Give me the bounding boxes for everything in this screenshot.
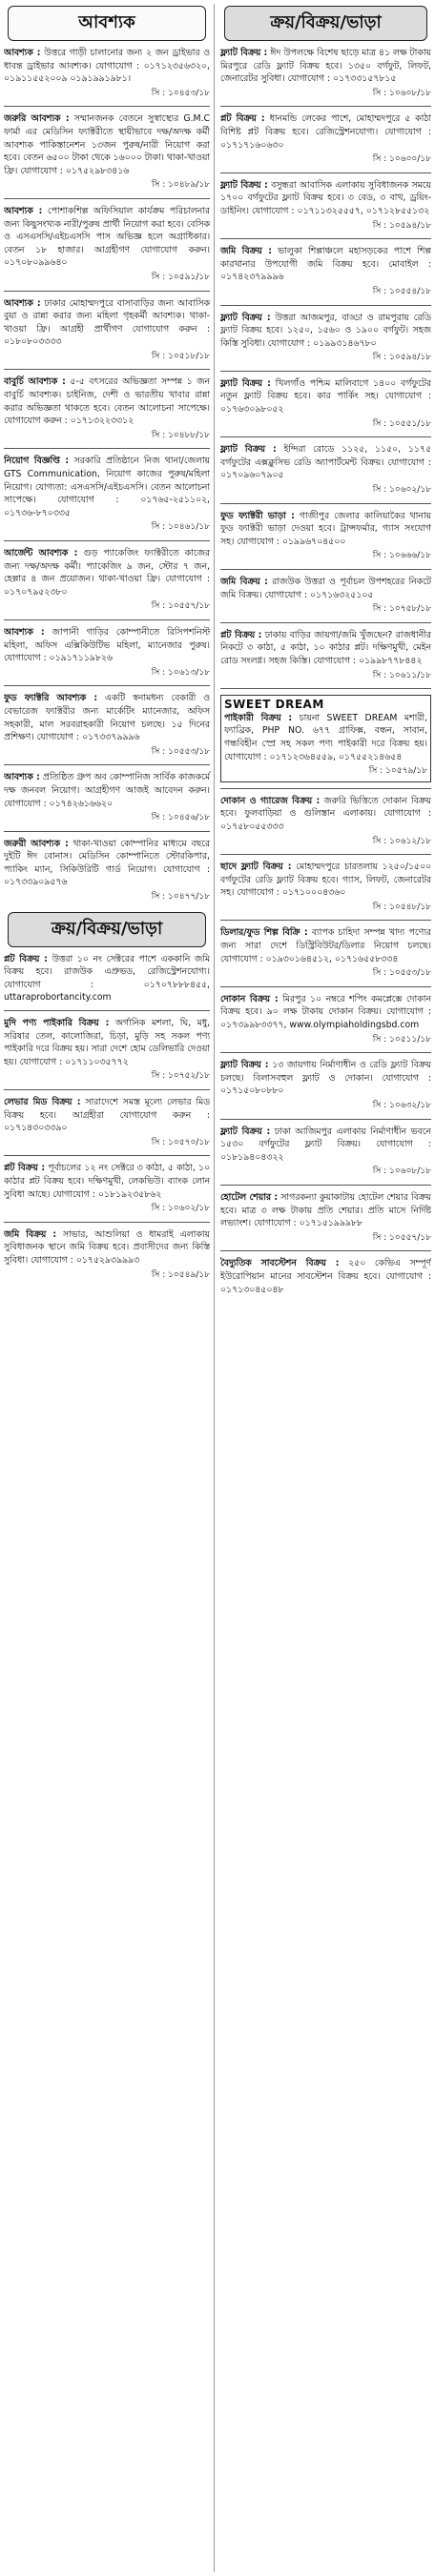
ad-code: সি : ১০৪৮৮/১৮ xyxy=(151,430,211,440)
divider xyxy=(220,622,431,623)
ad-lead: ফ্ল্যাট বিক্রয় : xyxy=(220,1126,271,1137)
divider xyxy=(220,920,431,921)
divider xyxy=(220,569,431,570)
ad-text: উত্তরা ১০ নং সেক্টরের পাশে এককানি জমি বিক্রয় হবে। রাজউক এপ্রুভড, রেজিস্ট্রেশনযোগ্য। যোগাযোগ : ০১৭০৭৮৮৮৪৫৫, uttaraprobortancity.com xyxy=(4,953,211,1004)
buy-sell-ads-list-right xyxy=(220,47,431,682)
ad-lead: ফ্ল্যাট বিক্রয় : xyxy=(220,48,268,58)
ad-text: ৫-৫ বৎসরের অভিজ্ঞতা সম্পন্ন ১ জন বাবুর্চি আবশ্যক। চাইনিজ, দেশী ও ভারতীয় খাবার রান্না করার অভিজ্ঞতা থাকতে হবে। বেতন আলোচনা সাপেক্ষে। যোগাযোগ করুন : ০১৭১৩২২৩৩১২ xyxy=(4,376,211,427)
classified-ad xyxy=(4,1096,210,1149)
ad-lead: লেভার মিড বিক্রয় : xyxy=(4,1097,81,1107)
classified-ad xyxy=(4,297,210,364)
classified-ad xyxy=(220,1257,431,1296)
ad-text: ধানমন্ডি লেকের পাশে, মোহাম্মদপুরে ৫ কাঠা বিশিষ্ট প্লট বিক্রয় হবে। রেজিস্ট্রেশনযোগ্য। যোগাযোগ : ০১৭১৭১৬০৬৩০ xyxy=(220,113,431,151)
divider xyxy=(4,448,210,449)
sweet-dream-title: SWEET DREAM xyxy=(224,698,324,712)
ad-text: সম্মানজনক বেতনে সুস্বাস্থ্যের G.M.C ফার্মা এর মেডিসিন ফ্যাক্টরীতে স্থায়ীভাবে দক্ষ/অদক্ষ কর্মী আবশ্যক পাকিস্তানেশন ১৩জন পুরুষ/নারী নিয়োগ করা হবে। বেতন ৬৫০০ টাকা থেকে ১৬০০০ টাকা। থাকা-খাওয়া ফ্রি। যোগাযোগ : ০১৭৫২৯৮৩৪১৬ xyxy=(4,113,211,176)
ad-code: সি : ১০৪৮৯/১৮ xyxy=(151,180,211,191)
ad-lead: প্লট বিক্রয় : xyxy=(220,113,265,125)
ad-code: সি : ১০৫১৮/১৮ xyxy=(151,351,211,361)
ad-code: সি : ১০৫৫৪/১৮ xyxy=(372,286,431,296)
ad-text: উত্তরে গাড়ী চালানোর জন্য ২ জন ড্রাইভার ও ধাবন্ত ড্রাইভার আবশ্যক। যোগাযোগ : ০১৭১২৩৫৬৩২০, ০১৯১১৫৫২০০৯ ০১৯১৯৯১৯৮১। xyxy=(4,48,211,85)
ad-text: থাকা-খাওয়া কোম্পানির মাধ্যমে বছরে দুইটি ঈদ বোনাস। মেডিসিন কোম্পানিতে স্টোরকিপার, প্যাকিং ম্যান, সিকিউরিটি গার্ড নিয়োগ। যোগাযোগ : ০১৭৩৩৯০৯৫৭৬ xyxy=(4,838,211,888)
classified-ad xyxy=(220,377,431,431)
ad-text: ঈদ উপলক্ষে বিশেষ ছাড়ে মাত্র ৪১ লক্ষ টাকায় মিরপুরে রেডি ফ্ল্যাট বিক্রয় হবে। ১৩৫০ বর্গফুট, লিফট, জেনারেটর সুবিধা। যোগাযোগ : ০১৭৩৩১৫৭৮১৫ xyxy=(220,48,431,85)
ad-lead: নিয়োগ বিজ্ঞপ্তি : xyxy=(4,456,70,467)
ad-text: পূর্বাচলের ১২ নং সেক্টরে ৩ কাঠা, ৫ কাঠা, ১০ কাঠার প্লট বিক্রয় হবে। দক্ষিণমুখী, লেকভিউ। ব্যাংক লোন সুবিধা আছে। যোগাযোগ : ০১৮১৯২৩৫৮৬২ xyxy=(4,1163,211,1200)
ad-lead: ফ্ল্যাট বিক্রয় : xyxy=(220,312,271,323)
left-column xyxy=(4,4,215,2572)
ad-text: গুড় প্যাকেজিং ফ্যাক্টরীতে কাজের জন্য দক্ষ/অদক্ষ কর্মী। প্যাকেজিং ৯ জন, স্টোর ৭ জন, হেল্পার ৪ জন প্রয়োজন। থাকা-খাওয়া ফ্রি। যোগাযোগ : ০১৭০৭৯৫২৩৮০ xyxy=(4,548,211,598)
divider xyxy=(4,1010,210,1011)
ad-text: একটি স্বনামধন্য বেকারী ও বেভারেজ ফ্যাক্টরীর জন্য মার্কেটিং ম্যানেজার, অফিস সহকারী, মাল সরবরাহকারী নিয়োগ চলছে। ১৫ দিনের প্রশিক্ষণ। যোগাযোগ : ০১৭৩৩৭৯৯৯৬ xyxy=(4,693,211,743)
divider xyxy=(4,369,210,370)
classified-ad xyxy=(220,629,431,682)
ad-code: সি : ১০৫৫৭/১৮ xyxy=(151,601,211,612)
classified-ad xyxy=(4,771,210,824)
section-header-wanted: আবশ্যক xyxy=(8,6,206,41)
classified-ad xyxy=(4,547,210,614)
section-header-buy-sell-left: ক্রয়/বিক্রয়/ভাড়া xyxy=(8,912,206,947)
divider xyxy=(4,1089,210,1090)
ad-text: জাপানী গাড়ির কোম্পানীতে রিসিপশনিস্ট মহিলা, অফিস এক্সিকিউটিভ মহিলা, ম্যানেজার পুরুষ। যোগাযোগ : ০১৯১৭১১৯৮২৬ xyxy=(4,626,211,664)
classified-ad xyxy=(220,926,431,980)
divider xyxy=(220,238,431,239)
sweet-dream-lead: পাইকারী বিক্রয় : xyxy=(224,712,293,723)
ad-code: সি : ১০৫৫১/১৮ xyxy=(372,418,431,429)
classified-ad xyxy=(4,626,210,679)
classified-ad xyxy=(220,576,431,617)
ad-lead: ফ্ল্যাট বিক্রয় : xyxy=(220,377,271,389)
ad-text: ১৩ জায়গায় নির্মাণাধীন ও রেডি ফ্ল্যাট বিক্রয় চলছে। বিলাসবহুল ফ্ল্যাট ও দোকান। যোগাযোগ : ০১৭১৫০৮০৮৮০ xyxy=(220,1060,431,1097)
ad-code: সি : ১০৬১১/১৮ xyxy=(372,670,431,680)
ad-text: জরুরি ভিত্তিতে দোকান বিক্রয় হবে। ফুলবাড়িয়া ও গুলিস্তান এলাকায়। যোগাযোগ : ০১৭৫৮০৫৫৩৩৩ xyxy=(220,795,431,832)
ad-lead: দোকান ও গ্যারেজ বিক্রয় : xyxy=(220,795,321,806)
ad-lead: আবশ্যক : xyxy=(4,626,45,638)
divider xyxy=(220,503,431,504)
ad-lead: দোকান বিক্রয় : xyxy=(220,993,279,1004)
ad-text: বসুন্ধরা আবাসিক এলাকায় সুবিধাজনক সময়ে ১৭০০ বর্গফুটের ফ্ল্যাট বিক্রয় হবে। ৩ বেড, ৩ বাথ, ড্রয়িং-ডাইনিং। যোগাযোগ : ০১৭১১৩২৫৫৫৭, ০১৭১২৮৫৫১৩২ xyxy=(220,179,431,216)
divider xyxy=(4,198,210,199)
ad-code: সি : ১০৬১৩/১৮ xyxy=(151,667,211,678)
divider xyxy=(220,788,431,789)
ad-lead: আবশ্যক : xyxy=(4,297,41,309)
ad-lead: প্লট বিক্রয় : xyxy=(4,953,48,964)
ad-lead: ডিলার/ফুড শিল্প বিক্রি : xyxy=(220,927,308,939)
divider xyxy=(4,1222,210,1223)
ad-lead: ফ্ল্যাট বিক্রয় : xyxy=(220,444,277,456)
ad-lead: বৈদ্যুতিক সাবস্টেশন বিক্রয় : xyxy=(220,1258,340,1269)
classified-ad xyxy=(220,1059,431,1112)
ad-lead: আবশ্যক : xyxy=(4,48,41,58)
ad-text: রাজউক উত্তরা ও পূর্বাচল উপশহরের নিকটে জমি বিক্রয়। যোগাযোগ : ০১৭১৬৩২৫১০৫ xyxy=(220,577,431,600)
classified-ad xyxy=(220,510,431,563)
wanted-ads-list xyxy=(4,47,210,904)
ad-lead: আবশ্যক : xyxy=(4,205,43,216)
ad-code: সি : ১০৬০৮/১৮ xyxy=(372,1166,431,1177)
divider xyxy=(220,688,431,689)
ad-code: সি : ১০৫৭০/১৮ xyxy=(151,1137,211,1147)
divider xyxy=(220,1119,431,1120)
ad-lead: মুদি পণ্য পাইকারি বিক্রয় : xyxy=(4,1018,110,1029)
classified-ad xyxy=(220,861,431,914)
ad-text: সাভার, আশুলিয়া ও ধামরাই এলাকায় সুবিধাজনক স্থানে জমি বিক্রয় হবে। প্রবাসীদের জন্য কিস্তি সুবিধা। যোগাযোগ : ০১৭৫২৯৩৯৯৯৩ xyxy=(4,1228,211,1266)
sweet-dream-code: সি : ১০৫৭৯/১৮ xyxy=(368,766,427,777)
ad-code: সি : ১০৬১২/১৮ xyxy=(372,836,431,846)
ad-lead: ফুড ফ্যাক্টরি আবশ্যক : xyxy=(4,693,98,704)
section-header-buy-sell-right: ক্রয়/বিক্রয়/ভাড়া xyxy=(224,6,427,41)
divider xyxy=(220,986,431,987)
classified-ad xyxy=(4,1162,210,1215)
ad-code: সি : ১০৭৫২/১৮ xyxy=(151,1071,211,1082)
ad-lead: হোটেল শেয়ার : xyxy=(220,1191,279,1203)
ad-code: সি : ১০৫৪৯/১৮ xyxy=(151,1269,211,1280)
ad-code: সি : ১০৬৩২/১৮ xyxy=(372,1101,431,1110)
divider xyxy=(4,619,210,620)
ad-text: প্রতিষ্ঠিত গ্রুপ অব কোম্পানিজ সার্বিক কাজকর্মে দক্ষ জনবল নিয়োগ। আগ্রহীগণ আজই আবেদন করুন। যোগাযোগ : ০১৭৪২৬১৬৬২০ xyxy=(4,772,211,809)
ad-lead: ফ্ল্যাট বিক্রয় : xyxy=(220,179,268,191)
classified-ad xyxy=(4,47,210,100)
ad-lead: আর্জেন্ট আবশ্যক : xyxy=(4,548,78,558)
divider xyxy=(4,291,210,292)
ad-text: ঢাকার মোহাম্মদপুরে বাসাবাড়ির জন্য আবাসিক বুয়া ও রান্না করার জন্য মহিলা গৃহকর্মী আবশ্যক। থাকা-খাওয়া ফ্রি। আগ্রহী প্রার্থীগণ যোগাযোগ করুন : ০১৮০৮০৩৩৩৩ xyxy=(4,297,211,348)
divider xyxy=(4,831,210,832)
classified-ad xyxy=(220,795,431,848)
ad-lead: প্লট বিক্রয় : xyxy=(4,1163,46,1174)
classified-ad xyxy=(4,838,210,904)
ad-text: মোহাম্মদপুরে চারতলায় ১২৫০/১৫০০ বর্গফুটের রেডি ফ্ল্যাট বিক্রয় হবে। গ্যাস, লিফট, জেনারেটর সহ। যোগাযোগ : ০১৭১০০০৪৩৬০ xyxy=(220,862,431,899)
ad-code: সি : ১০৬০২/১৮ xyxy=(151,1204,211,1214)
divider xyxy=(220,371,431,372)
ad-lead: জরুরী আবশ্যক : xyxy=(4,838,69,849)
classified-ad xyxy=(220,1191,431,1245)
divider xyxy=(220,436,431,437)
classified-ad xyxy=(4,205,210,285)
classified-ad xyxy=(220,312,431,365)
ad-text: ইন্দিরা রোডে ১১২৫, ১১৫০, ১১৭৫ বর্গফুটের এক্সক্লুসিভ রেডি অ্যাপার্টমেন্ট বিক্রয়। যোগাযোগ : ০১৭০৯৬০৭৯০৫ xyxy=(220,444,431,481)
ad-lead: জমি বিক্রয় : xyxy=(220,577,268,587)
divider xyxy=(220,854,431,855)
divider xyxy=(4,106,210,107)
ad-text: ভালুকা শিল্পাঞ্চলে মহাসড়কের পাশে শিল্প কারখানার উপযোগী জমি বিক্রয় হবে। মোবাইল : ০১৭৪২৩৭৯৯৯৬ xyxy=(220,246,431,283)
sweet-dream-text: চায়না SWEET DREAM মশারী, ফ্যাব্রিক, PHP NO. ৬৭৭ গ্রাফিক্স, বন্ধন, সাবান, গন্ধবিহীন স্প্রে সহ সকল পণ্য পাইকারী দরে বিক্রয় হয়। যোগাযোগ : ০১৭১২৩৬৪৫৫৯, ০১৭৫৫২১৪৬৫৪ xyxy=(224,712,427,762)
divider xyxy=(4,1155,210,1156)
classified-ad xyxy=(4,455,210,535)
ad-code: সি : ১০৬০০/১৮ xyxy=(372,154,431,165)
ad-lead: জমি বিক্রয় : xyxy=(220,246,272,257)
classified-ad xyxy=(220,47,431,100)
classified-ad xyxy=(220,112,431,166)
ad-text: খিলগাঁও পশ্চিম মালিবাগে ১৪০০ বর্গফুটের নতুন ফ্ল্যাট বিক্রয় হবে। কার পার্কিং সহ। যোগাযোগ : ০১৭৬৩০৯৮০৫২ xyxy=(220,377,431,416)
ad-code: সি : ১০৫৯৪/১৮ xyxy=(372,220,431,231)
buy-sell-ads-list-right-2 xyxy=(220,788,431,1296)
classified-ad xyxy=(220,443,431,497)
divider xyxy=(4,764,210,765)
ad-code: সি : ১০৭৫৮/১৮ xyxy=(372,604,431,615)
buy-sell-ads-list-left xyxy=(4,953,210,1282)
classified-ad xyxy=(4,953,210,1004)
ad-lead: জরুরি আবশ্যক : xyxy=(4,113,70,125)
divider xyxy=(4,540,210,541)
ad-text: ঢাকায় বাড়ির জায়গা/জমি খুঁজছেন? রাজধানীর নিকটে ৩ কাঠা, ৫ কাঠা, ১০ কাঠার প্লট। দক্ষিণমুখী, মেইন রোড সংলগ্ন। সহজ কিস্তি। যোগাযোগ : ০১৯৯৮৭৭৮৪৪২ xyxy=(220,629,431,666)
ad-code: সি : ১০৪৬১/১৮ xyxy=(151,522,211,533)
ad-code: সি : ১০৫৫৭/১৮ xyxy=(372,1232,431,1243)
ad-text: পোশাকশিল্প অফিসিয়াল কার্যক্রম পরিচালনার জন্য কিছুসংখ্যক নারী/পুরুষ প্রার্থী নিয়োগ করা হবে। বেসিক ও এসএসসি/এইচএসসি পাস অভিজ্ঞ হলে অগ্রাধিকার। বেতন ১৮ হাজার। আগ্রহীগণ যোগাযোগ করুন। ০১৭০৮০৯৯৬৪০ xyxy=(4,205,211,269)
ad-text: গাজীপুর জেলার কালিয়াকৈর থানায় ফুড ফ্যাক্টরী ভাড়া দেওয়া হবে। ট্রান্সফর্মার, গ্যাস সংযোগ সহ। যোগাযোগ : ০১৯৯৬৭০৪৫০০ xyxy=(220,510,431,547)
ad-text: সরকারি প্রতিষ্ঠানে নিজ থানা/জেলায় GTS Communication, নিয়োগ কাজের পুরুষ/মহিলা নিয়োগ। যোগ্যতা: এসএসসি/এইচএসসি। বেতন আলোচনা সাপেক্ষে। যোগাযোগ : ০১৭৬৫-২৫১১০২, ০১৭৩৬-৮৭০৩৩৫ xyxy=(4,456,211,518)
ad-lead: ফ্ল্যাট বিক্রয় : xyxy=(220,1060,269,1071)
ad-text: উত্তরা আজমপুর, বাড্ডা ও রামপুরায় রেডি ফ্ল্যাট বিক্রয় হবে। ১২৫০, ১৫৬০ ও ১৯০০ বর্গফুট। সহজ কিস্তি সুবিধা। যোগাযোগ : ০১৯৯৩১৪৬৭৮০ xyxy=(220,312,431,349)
classified-ad xyxy=(220,1126,431,1179)
classified-ad xyxy=(220,993,431,1046)
sweet-dream-ad xyxy=(220,695,431,782)
ad-code: সি : ১০৫৯৪/১৮ xyxy=(372,353,431,363)
classified-ad xyxy=(220,245,431,298)
classified-ad xyxy=(4,375,210,442)
ad-lead: প্লট বিক্রয় : xyxy=(220,629,262,640)
classified-ad xyxy=(4,1228,210,1282)
ad-code: সি : ১০৪৭৭/১৮ xyxy=(151,892,211,903)
divider xyxy=(220,1185,431,1186)
ad-code: সি : ১০৫৯১/১৮ xyxy=(151,272,211,282)
ad-code: সি : ১০৬০২/১৮ xyxy=(372,485,431,496)
ad-lead: ছাদে ফ্ল্যাট বিক্রয় : xyxy=(220,862,292,873)
ad-text: অর্গানিক মশলা, ঘি, মধু, সরিষার তেল, কালোজিরা, চিড়া, মুড়ি সহ সকল পণ্য পাইকারি দরে বিক্রয় হয়। সারা দেশে হোম ডেলিভারি দেওয়া হয়। যোগাযোগ : ০১৭১১০৩৫৭৭২ xyxy=(4,1018,211,1067)
ad-text: ২৫০ কেভিএ সম্পূর্ণ ইউরোপিয়ান মানের সাবস্টেশন বিক্রয় হবে। যোগাযোগ : ০১৭১৩০৪৫০৪৮ xyxy=(220,1258,431,1295)
ad-lead: আবশ্যক : xyxy=(4,772,40,783)
divider xyxy=(220,172,431,173)
right-column xyxy=(220,4,431,2572)
ad-code: সি : ১০৫৪৮/১৮ xyxy=(372,902,431,912)
divider xyxy=(220,1250,431,1251)
divider xyxy=(220,106,431,107)
ad-code: সি : ১০৫৫৩/১৮ xyxy=(372,968,431,979)
ad-text: সাগরকন্যা কুয়াকাটায় হোটেল শেয়ার বিক্রয় হবে। মাত্র ৩ লক্ষ টাকায় প্রতি শেয়ার। প্রতি মাসে নির্দিষ্ট লভ্যাংশ। যোগাযোগ : ০১৭১৫১৯৯৯৮৮ xyxy=(220,1191,431,1229)
ad-text: ব্যাপক চাহিদা সম্পন্ন খাদ্য পণ্যের জন্য সারা দেশে ডিস্ট্রিবিউটর/ডিলার নিয়োগ চলছে। যোগাযোগ : ০১৯৩০১৬৪৫১২, ০১৭১৬৫৫৮৩৩৪ xyxy=(220,927,431,964)
ad-code: সি : ১০৫৫৩/১৮ xyxy=(151,746,211,757)
ad-text: মিরপুর ১০ নম্বরে শপিং কমপ্লেক্সে দোকান বিক্রয় হবে। ৯০ লক্ষ টাকায় দোকান বিক্রয়। যোগাযোগ : ০১৭৩৯৯৮৩৩৭৭, www.olympiaholdingsbd.com xyxy=(220,993,431,1031)
classified-ad xyxy=(4,692,210,759)
divider xyxy=(220,1052,431,1053)
ad-code: সি : ১০৫১১/১৮ xyxy=(372,1034,431,1045)
divider xyxy=(220,305,431,306)
classified-ad xyxy=(4,1017,210,1084)
ad-text: সারাদেশে সমস্ত মূল্যে লেভার মিড বিক্রয় হবে। আগ্রহীরা যোগাযোগ করুন : ০১৭১৪৩০৩৩৯০ xyxy=(4,1097,211,1134)
ad-code: সি : ১০৬০৮/১৮ xyxy=(372,88,431,98)
divider xyxy=(4,685,210,686)
classified-ad xyxy=(4,112,210,193)
classified-ad xyxy=(220,179,431,233)
ad-lead: ফুড ফ্যাক্টরী ভাড়া : xyxy=(220,510,295,521)
ad-code: সি : ১০৬৬৬/১৮ xyxy=(372,551,431,561)
ad-text: ঢাকা আজিমপুর এলাকায় নির্মাণাধীন ভবনে ১৫৩০ বর্গফুটের ফ্ল্যাট বিক্রয়। যোগাযোগ : ০১৮১৯৪০৪৩২২ xyxy=(220,1126,431,1163)
ad-code: সি : ১০৪৫৬/১৮ xyxy=(151,813,211,823)
ad-code: সি : ১০৪৫৩/১৮ xyxy=(151,88,211,98)
ad-lead: বাবুর্চি আবশ্যক : xyxy=(4,376,66,388)
ad-lead: জমি বিক্রয় : xyxy=(4,1228,57,1240)
